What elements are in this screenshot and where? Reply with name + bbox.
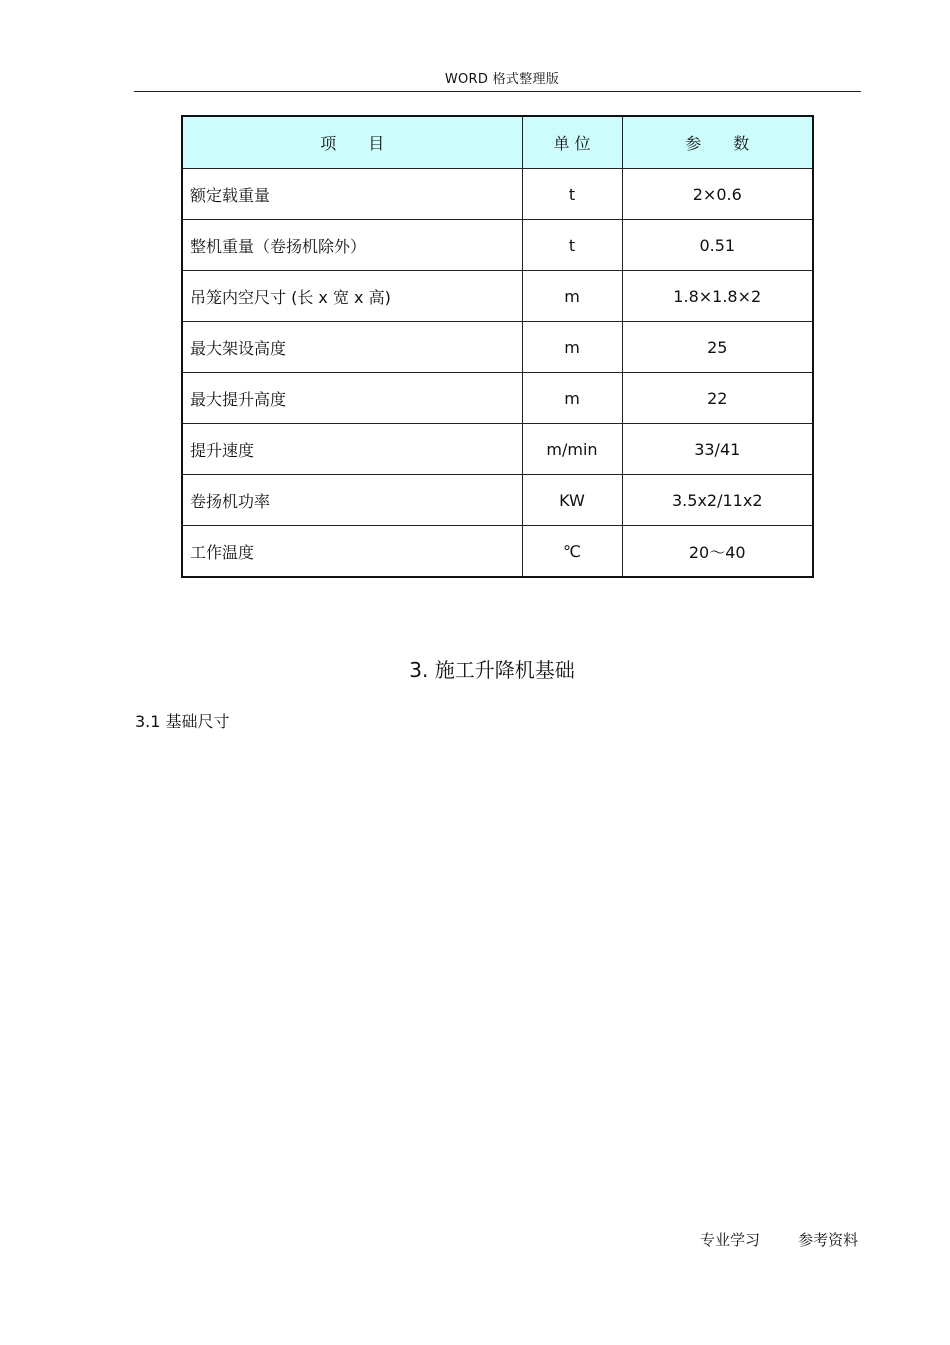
- row-item: 整机重量（卷扬机除外）: [182, 220, 522, 271]
- row-unit: t: [522, 169, 622, 220]
- column-header-value: 参 数: [622, 116, 813, 169]
- row-unit: m: [522, 271, 622, 322]
- row-value: 33/41: [622, 424, 813, 475]
- row-value: 22: [622, 373, 813, 424]
- page-header: WORD 格式整理版: [444, 72, 560, 87]
- column-header-unit: 单 位: [522, 116, 622, 169]
- row-unit: ℃: [522, 526, 622, 578]
- row-item: 吊笼内空尺寸 (长 x 宽 x 高): [182, 271, 522, 322]
- row-value: 1.8×1.8×2: [622, 271, 813, 322]
- row-item: 工作温度: [182, 526, 522, 578]
- footer-left-text: 专业学习: [700, 1231, 761, 1249]
- table-row: [182, 526, 813, 578]
- table-row: [182, 424, 813, 475]
- row-item: 提升速度: [182, 424, 522, 475]
- row-value: 20～40: [622, 526, 813, 578]
- row-value: 25: [622, 322, 813, 373]
- footer-right-text: 参考资料: [798, 1231, 859, 1249]
- table-row: [182, 475, 813, 526]
- table-row: [182, 271, 813, 322]
- row-value: 2×0.6: [622, 169, 813, 220]
- specification-table: [181, 115, 814, 578]
- row-unit: m: [522, 373, 622, 424]
- table-row: [182, 373, 813, 424]
- subsection-heading: 3.1 基础尺寸: [135, 712, 230, 731]
- row-value: 3.5x2/11x2: [622, 475, 813, 526]
- row-unit: t: [522, 220, 622, 271]
- table-row: [182, 322, 813, 373]
- row-unit: m/min: [522, 424, 622, 475]
- row-unit: m: [522, 322, 622, 373]
- row-item: 最大提升高度: [182, 373, 522, 424]
- column-header-item: 项 目: [182, 116, 522, 169]
- row-unit: KW: [522, 475, 622, 526]
- section-heading: 3. 施工升降机基础: [409, 658, 575, 682]
- table-row: [182, 220, 813, 271]
- row-item: 最大架设高度: [182, 322, 522, 373]
- header-divider: [134, 91, 861, 92]
- page-footer: [700, 1229, 858, 1250]
- row-item: 额定载重量: [182, 169, 522, 220]
- row-value: 0.51: [622, 220, 813, 271]
- table-header-row: [182, 116, 813, 169]
- table-row: [182, 169, 813, 220]
- row-item: 卷扬机功率: [182, 475, 522, 526]
